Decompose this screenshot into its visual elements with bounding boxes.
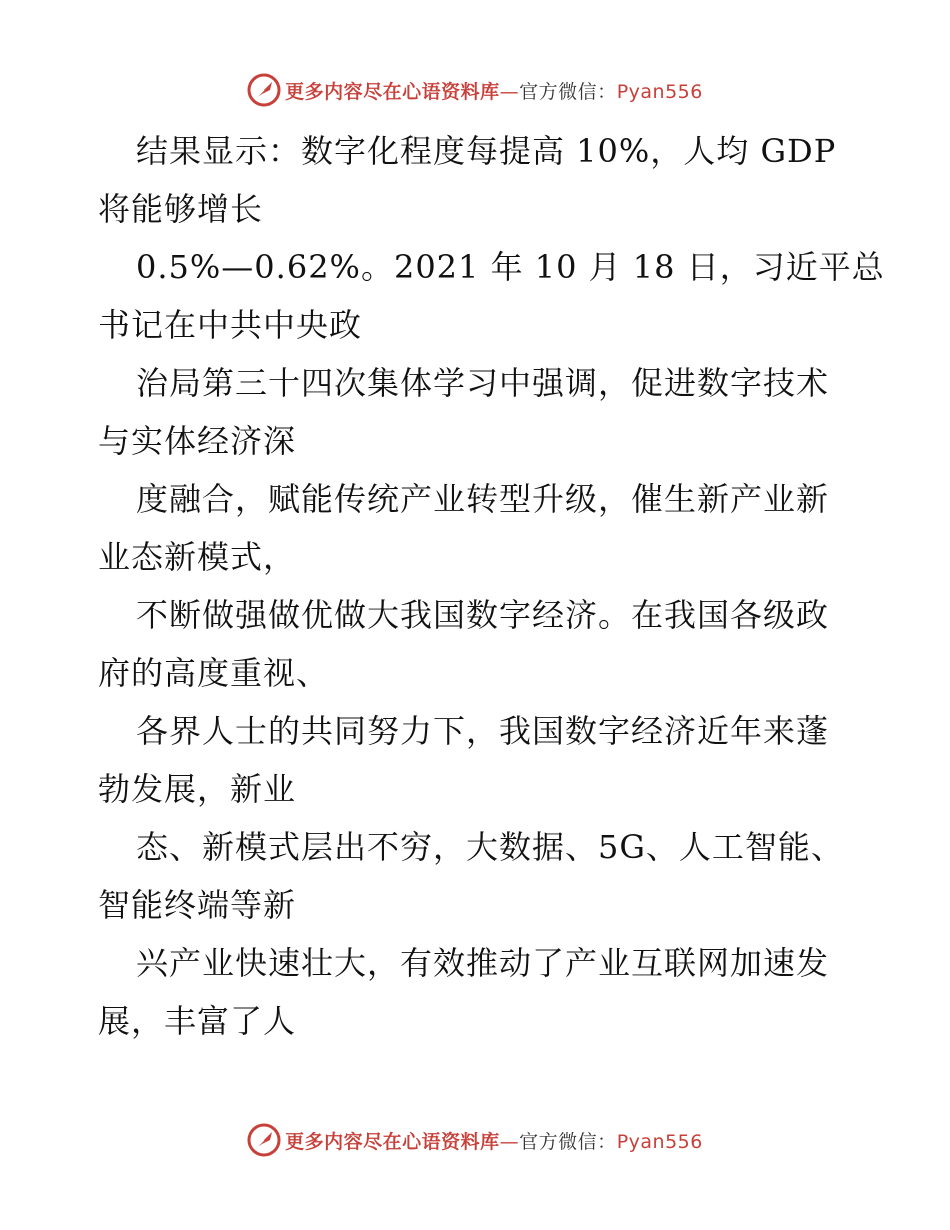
header-dash: — [499,80,520,103]
body-line: 治局第三十四次集体学习中强调，促进数字技术 [136,364,830,402]
body-line: 与实体经济深 [98,422,297,460]
body-line: 展，丰富了人 [98,1002,297,1040]
body-line: 业态新模式， [98,538,297,576]
body-line: 勃发展，新业 [98,770,297,808]
footer-watermark [0,1120,950,1160]
body-line: 0.5%—0.62%。2021 年 10 月 18 日，习近平总 [136,248,885,286]
footer-wechat-label: 官方微信： [519,1130,617,1153]
feather-pen-logo-icon [247,1123,281,1157]
feather-pen-logo-icon [247,73,281,107]
body-line: 书记在中共中央政 [98,306,363,344]
body-line: 府的高度重视、 [98,654,330,692]
body-line: 度融合，赋能传统产业转型升级，催生新产业新 [136,480,830,518]
footer-wechat-id: Pyan556 [616,1130,703,1153]
footer-dash: — [499,1130,520,1153]
header-watermark [0,70,950,110]
body-line: 各界人士的共同努力下，我国数字经济近年来蓬 [136,712,830,750]
footer-brand-text: 更多内容尽在心语资料库 [285,1130,500,1153]
body-line: 将能够增长 [98,190,264,228]
body-line: 智能终端等新 [98,886,297,924]
header-wechat-label: 官方微信： [519,80,617,103]
header-brand-text: 更多内容尽在心语资料库 [285,80,500,103]
body-line: 不断做强做优做大我国数字经济。在我国各级政 [136,596,830,634]
header-wechat-id: Pyan556 [616,80,703,103]
document-body [98,122,885,1050]
body-line: 结果显示：数字化程度每提高 10%，人均 GDP [136,132,837,170]
body-line: 兴产业快速壮大，有效推动了产业互联网加速发 [136,944,830,982]
body-line: 态、新模式层出不穷，大数据、5G、人工智能、 [136,828,844,866]
